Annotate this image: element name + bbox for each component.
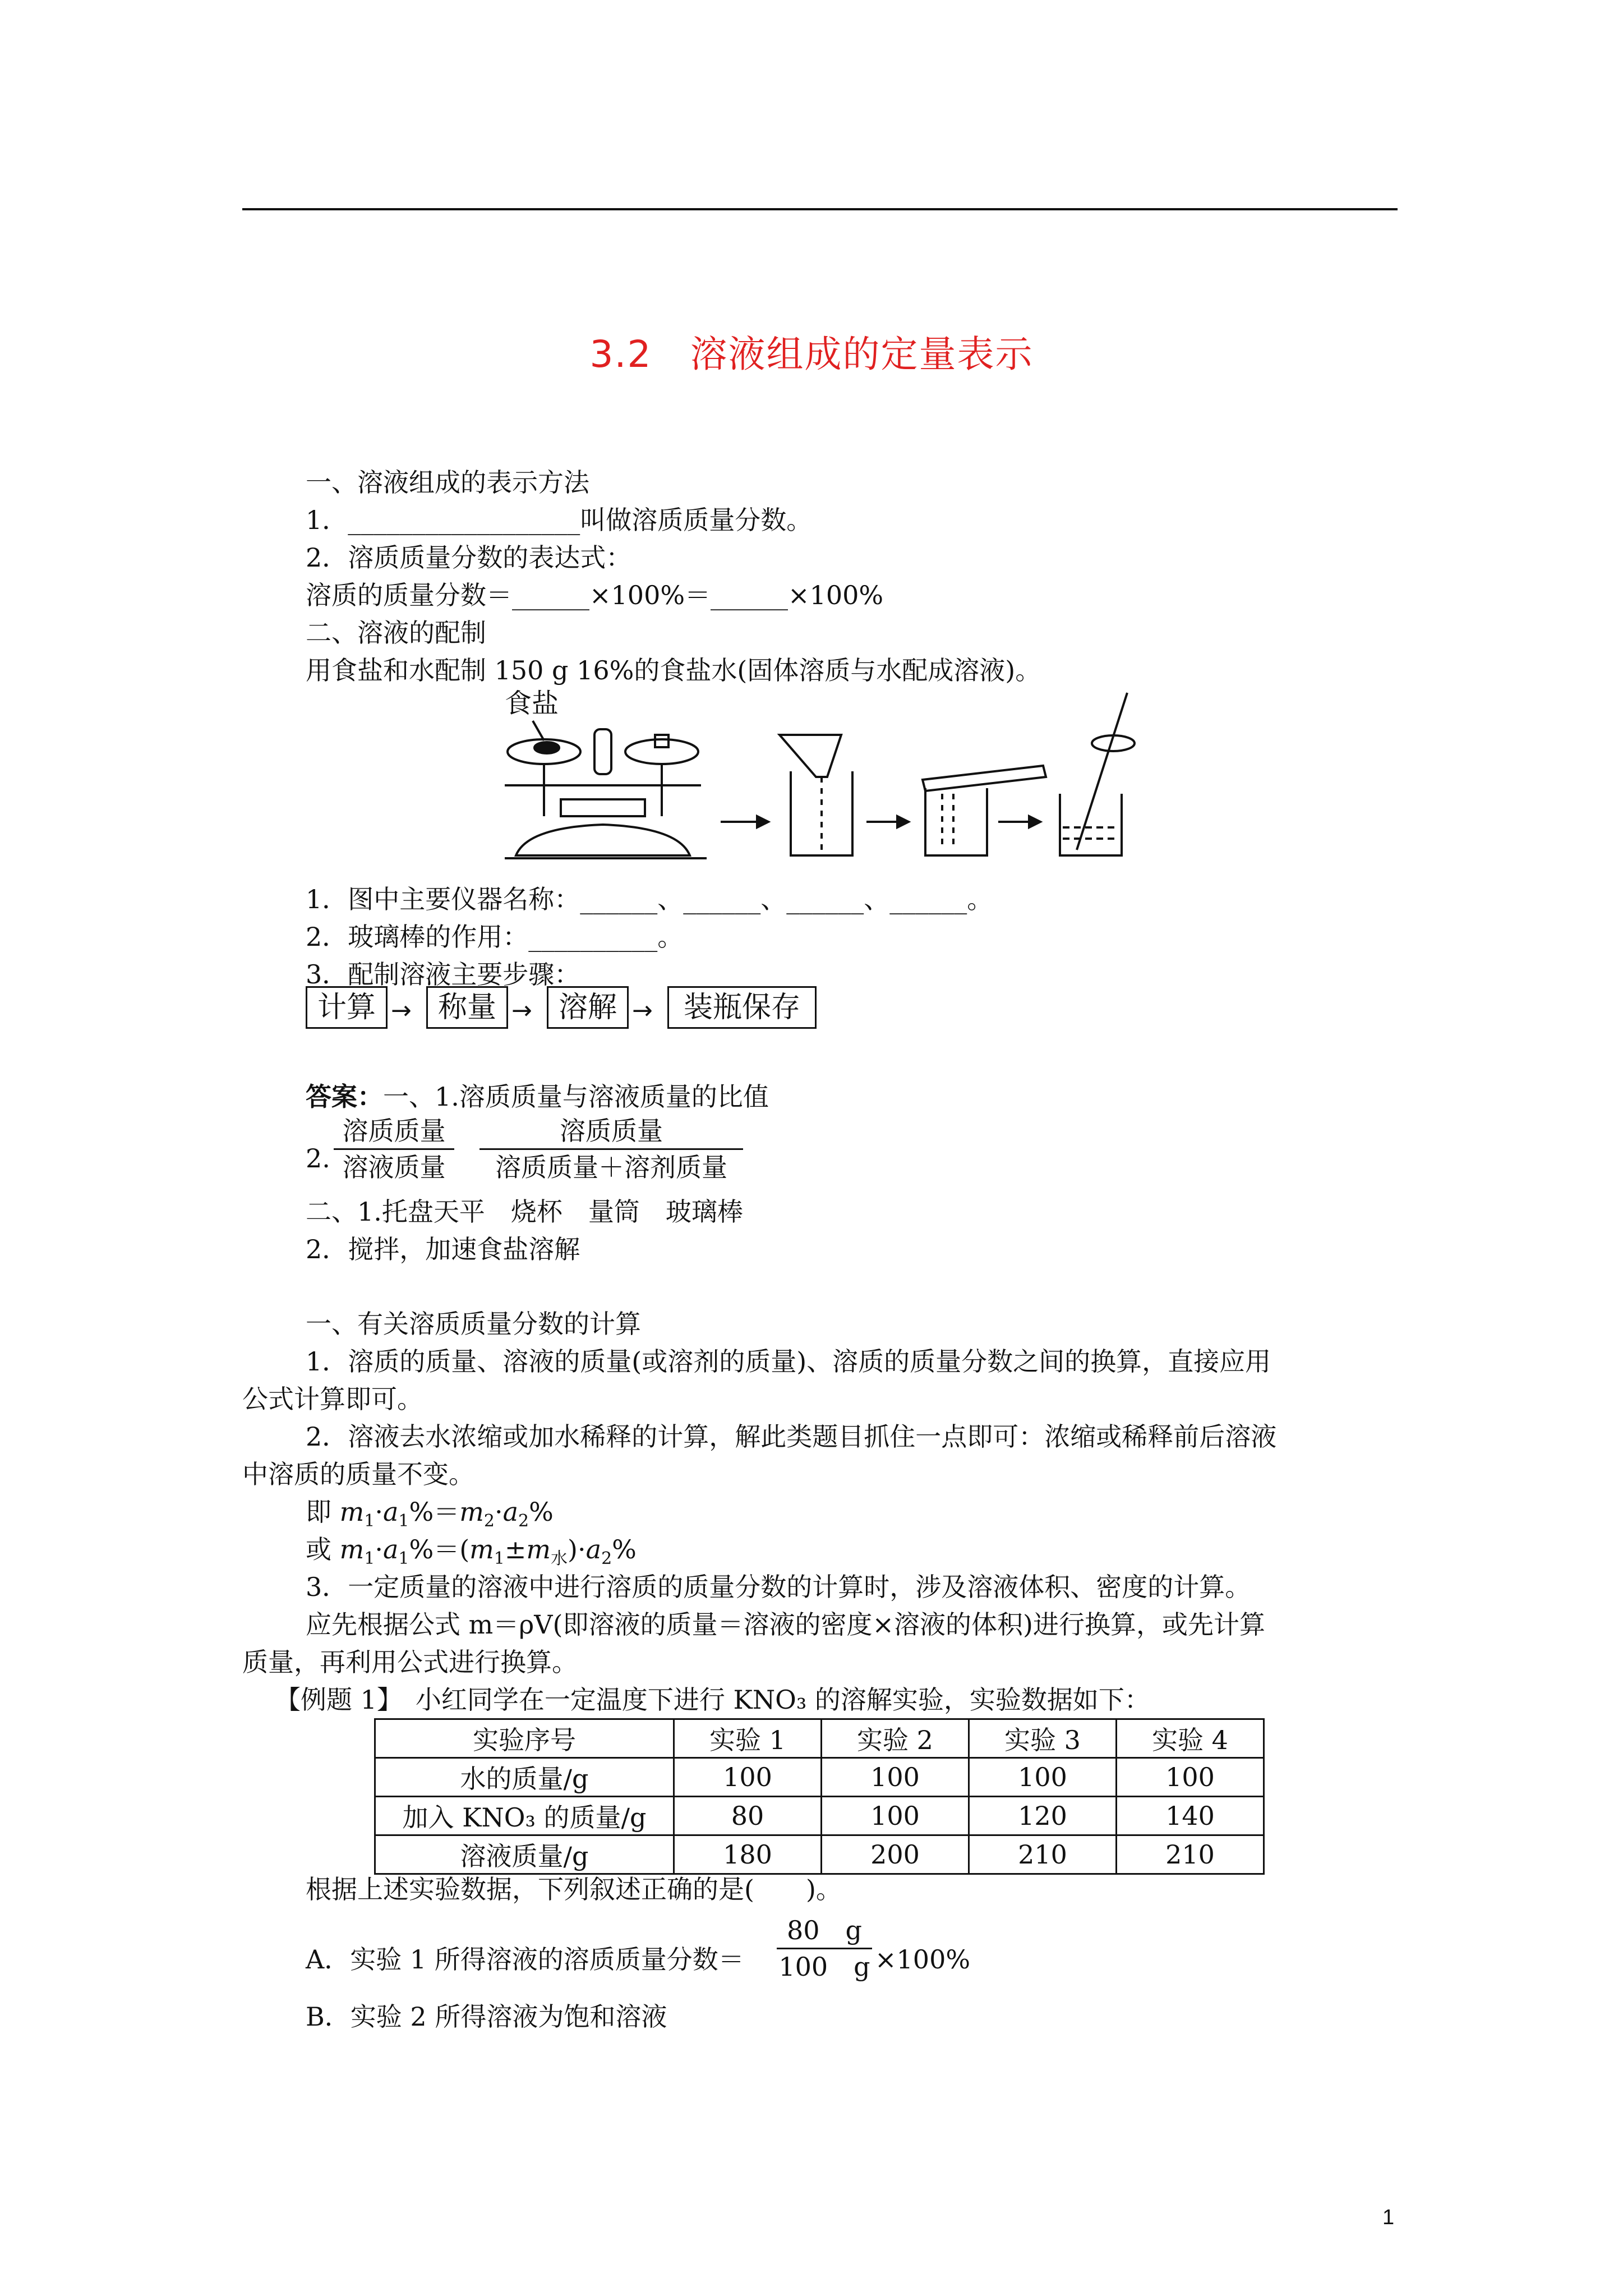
example-question: 根据上述实验数据，下列叙述正确的是( )。 [306, 1874, 842, 1904]
page-number: 1 [1382, 2206, 1395, 2229]
fraction-denominator: 溶质质量＋溶剂质量 [495, 1152, 727, 1182]
table-cell: 210 [969, 1835, 1117, 1874]
step-arrow-icon: → [391, 996, 412, 1025]
table-cell: 100 [1117, 1758, 1264, 1797]
section1-heading: 一、溶液组成的表示方法 [306, 467, 589, 498]
arrow-icon-1 [721, 816, 768, 827]
option-a-suffix: ×100% [875, 1944, 971, 1975]
table-cell: 140 [1117, 1797, 1264, 1835]
page-title: 3.2 溶液组成的定量表示 [589, 333, 1034, 376]
calc-p2b: 中溶质的质量不变。 [242, 1459, 474, 1489]
table-row [375, 1758, 1264, 1797]
option-b: B．实验 2 所得溶液为饱和溶液 [306, 2001, 667, 2032]
fraction-denominator: 溶液质量 [342, 1152, 446, 1182]
step-box-weigh: 称量 [426, 986, 508, 1029]
calc-equation-1: 即 $m_1\cdot a_1\%=m_2\cdot a_2\%$ [306, 1497, 554, 1531]
answer-fraction-1 [334, 1114, 454, 1185]
table-cell: 200 [822, 1835, 969, 1874]
answer-2-prefix: 2. [306, 1143, 330, 1174]
calc-equation-2: 或 $m_1\cdot a_1\%=(m_1\pm m_水)\cdot a_2\%$ [306, 1534, 637, 1569]
step-arrow-icon: → [632, 996, 653, 1025]
section2-q1: 1．图中主要仪器名称：______、______、______、______。 [306, 884, 993, 914]
table-row [375, 1835, 1264, 1874]
header-rule [242, 208, 1398, 210]
table-cell: 120 [969, 1797, 1117, 1835]
table-cell: 210 [1117, 1835, 1264, 1874]
section2-intro: 用食盐和水配制 150 g 16%的食盐水(固体溶质与水配成溶液)。 [306, 655, 1041, 685]
table-header-row [375, 1719, 1264, 1758]
section1-formula: 溶质的质量分数＝______×100%＝______×100% [306, 580, 884, 610]
fraction-numerator: 溶质质量 [334, 1114, 454, 1150]
table-cell: 80 [674, 1797, 822, 1835]
step-arrow-icon: → [511, 996, 532, 1025]
option-a-fraction [777, 1913, 872, 1984]
example-intro: 【例题 1】 小红同学在一定温度下进行 KNO₃ 的溶解实验，实验数据如下： [275, 1685, 1150, 1715]
calc-p2a: 2．溶液去水浓缩或加水稀释的计算，解此类题目抓住一点即可：浓缩或稀释前后溶液 [306, 1421, 1277, 1452]
fraction-numerator: 80 g [777, 1913, 872, 1949]
answer-line-1 [306, 1080, 769, 1114]
beaker-with-funnel-icon [780, 735, 852, 855]
table-header-cell: 实验 3 [969, 1719, 1117, 1758]
table-header-cell: 实验 2 [822, 1719, 969, 1758]
table-cell: 100 [969, 1758, 1117, 1797]
calc-heading: 一、有关溶质质量分数的计算 [306, 1309, 641, 1339]
table-header-cell: 实验序号 [375, 1719, 674, 1758]
fraction-denominator: 100 g [778, 1952, 870, 1982]
calc-p3b: 应先根据公式 m＝ρV(即溶液的质量＝溶液的密度×溶液的体积)进行换算，或先计算 [306, 1609, 1265, 1640]
step-box-calculate: 计算 [306, 986, 388, 1029]
section1-item2: 2．溶质质量分数的表达式： [306, 542, 632, 573]
section2-q3: 3．配制溶液主要步骤： [306, 959, 580, 990]
calc-p3a: 3．一定质量的溶液中进行溶质的质量分数的计算时，涉及溶液体积、密度的计算。 [306, 1572, 1251, 1602]
experiment-table [374, 1718, 1265, 1875]
table-cell: 180 [674, 1835, 822, 1874]
table-cell: 加入 KNO₃ 的质量/g [375, 1797, 674, 1835]
section2-heading: 二、溶液的配制 [306, 618, 486, 648]
table-row [375, 1797, 1264, 1835]
preparation-figure [505, 687, 1150, 878]
step-box-bottle: 装瓶保存 [667, 986, 817, 1029]
table-cell: 100 [822, 1758, 969, 1797]
figure-label-salt: 食盐 [505, 688, 559, 719]
pouring-cylinder-icon [923, 766, 1046, 855]
table-header-cell: 实验 1 [674, 1719, 822, 1758]
balance-icon [505, 721, 707, 858]
answer-3: 二、1.托盘天平 烧杯 量筒 玻璃棒 [306, 1197, 743, 1227]
table-cell: 100 [674, 1758, 822, 1797]
table-header-cell: 实验 4 [1117, 1719, 1264, 1758]
answer-1: 一、1.溶质质量与溶液质量的比值 [383, 1082, 769, 1112]
table-cell: 水的质量/g [375, 1758, 674, 1797]
arrow-icon-3 [998, 816, 1040, 827]
answer-4: 2．搅拌，加速食盐溶解 [306, 1234, 580, 1264]
calc-p3c: 质量，再利用公式进行换算。 [242, 1647, 578, 1677]
answer-fraction-2 [479, 1114, 743, 1185]
section2-q2: 2．玻璃棒的作用：__________。 [306, 922, 684, 952]
fraction-numerator: 溶质质量 [479, 1114, 743, 1150]
table-cell: 溶液质量/g [375, 1835, 674, 1874]
calc-p1b: 公式计算即可。 [242, 1384, 423, 1414]
option-a-prefix: A．实验 1 所得溶液的溶质质量分数＝ [306, 1944, 744, 1975]
calc-p1a: 1．溶质的质量、溶液的质量(或溶剂的质量)、溶质的质量分数之间的换算，直接应用 [306, 1346, 1271, 1377]
arrow-icon-2 [866, 816, 909, 827]
section1-item1: 1．__________________叫做溶质质量分数。 [306, 505, 813, 535]
step-box-dissolve: 溶解 [547, 986, 629, 1029]
answer-label: 答案： [306, 1082, 383, 1112]
table-cell: 100 [822, 1797, 969, 1835]
stirring-beaker-icon [1060, 693, 1135, 855]
